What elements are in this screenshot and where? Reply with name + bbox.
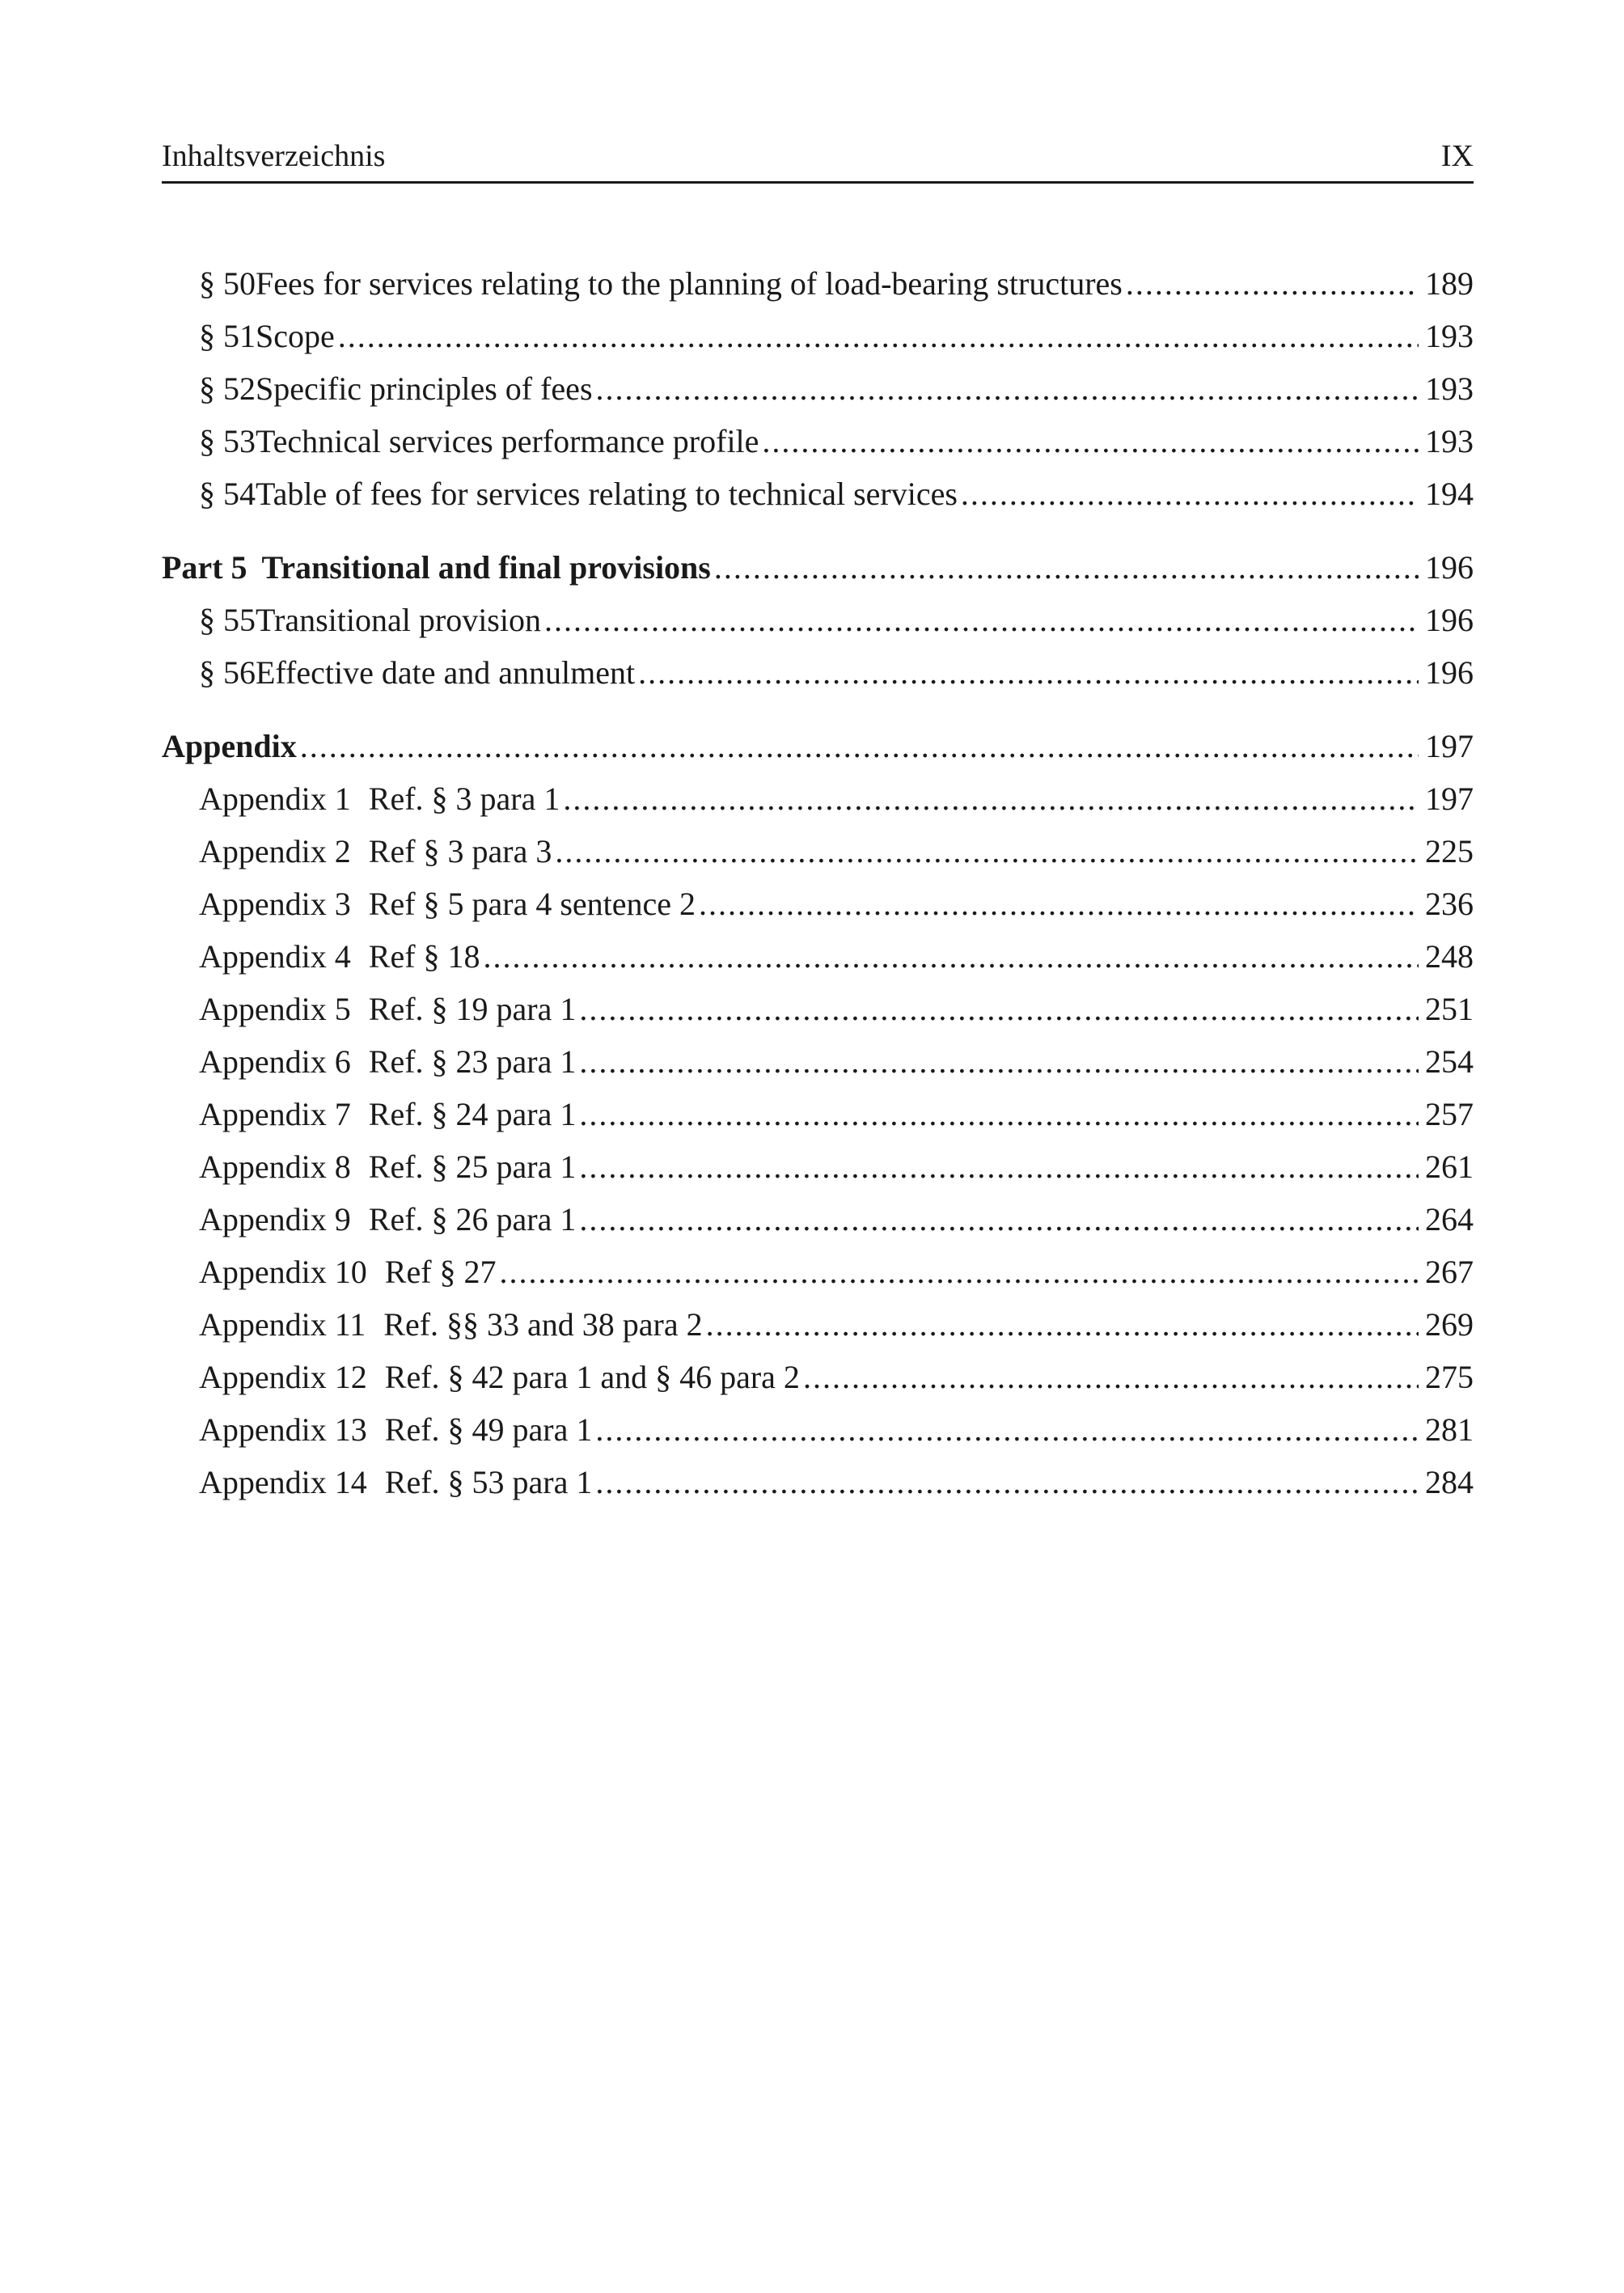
toc-entry-number: § 55 (199, 602, 256, 638)
toc-entry-number: § 54 (199, 476, 256, 512)
toc-entry-page: 197 (1425, 781, 1474, 817)
toc-entry-title: Ref § 27 (384, 1254, 497, 1290)
toc-entry-page: 193 (1425, 318, 1474, 354)
toc-entry-title: Ref § 18 (368, 938, 480, 975)
toc-dot-leader (961, 467, 1419, 520)
toc-entry-number: § 50 (199, 265, 256, 302)
toc-appendix-entry[interactable] (162, 1403, 1474, 1456)
toc-entry-title: Ref. § 53 para 1 (384, 1464, 593, 1500)
toc-entry-number: Appendix 4 (199, 938, 351, 975)
toc-dot-leader (579, 1193, 1419, 1246)
toc-entry-page: 251 (1425, 991, 1474, 1027)
toc-appendix-entry[interactable] (162, 825, 1474, 878)
toc-entry-page: 281 (1425, 1411, 1474, 1448)
toc-dot-leader (544, 594, 1419, 646)
toc-appendix-entry[interactable] (162, 1456, 1474, 1508)
toc-dot-leader (706, 1298, 1419, 1351)
toc-appendix-entry[interactable] (162, 1298, 1474, 1351)
toc-entry-title: Ref. § 26 para 1 (368, 1201, 577, 1237)
toc-entry-page: 225 (1425, 833, 1474, 869)
toc-appendix-entry[interactable] (162, 930, 1474, 983)
toc-dot-leader (563, 772, 1419, 825)
toc-entry-page: 261 (1425, 1149, 1474, 1185)
toc-entry-number: Appendix 7 (199, 1096, 351, 1132)
toc-entry-title: Effective date and annulment (256, 654, 636, 691)
toc-entry-title: Scope (256, 318, 335, 354)
toc-entry-number: Appendix 6 (199, 1043, 351, 1080)
toc-entry-page: 275 (1425, 1359, 1474, 1395)
toc-entry[interactable] (162, 594, 1474, 646)
toc-entry-page: 196 (1425, 602, 1474, 638)
toc-entry-page: 248 (1425, 938, 1474, 975)
toc-dot-leader (596, 362, 1419, 415)
toc-entry-title: Ref § 3 para 3 (368, 833, 552, 869)
toc-entry-title: Specific principles of fees (256, 370, 593, 407)
toc-appendix-entry[interactable] (162, 772, 1474, 825)
toc-entry-title: Ref. §§ 33 and 38 para 2 (383, 1306, 703, 1343)
toc-entry-number: § 51 (199, 318, 256, 354)
toc-entry-title: Ref. § 42 para 1 and § 46 para 2 (384, 1359, 800, 1395)
toc-entry-title: Ref. § 19 para 1 (368, 991, 577, 1027)
toc-dot-leader (300, 720, 1419, 772)
toc-appendix-entry[interactable] (162, 1193, 1474, 1246)
toc-entry-page: 264 (1425, 1201, 1474, 1237)
toc-dot-leader (638, 646, 1419, 699)
toc-entry-page: 189 (1425, 265, 1474, 302)
toc-entry[interactable] (162, 362, 1474, 415)
toc-entry[interactable] (162, 415, 1474, 467)
toc-entry-page: 196 (1425, 654, 1474, 691)
toc-appendix-entry[interactable] (162, 878, 1474, 930)
toc-appendix-entry[interactable] (162, 983, 1474, 1035)
toc-part-page: 196 (1425, 549, 1474, 586)
running-header (162, 136, 1474, 184)
toc-dot-leader (579, 1140, 1419, 1193)
header-page-number: IX (1440, 139, 1474, 173)
toc-dot-leader (714, 541, 1419, 594)
toc-appendix-entry[interactable] (162, 1035, 1474, 1088)
toc-entry-page: 193 (1425, 423, 1474, 459)
toc-entry-number: Appendix 13 (199, 1411, 367, 1448)
toc-entry-number: Appendix 12 (199, 1359, 367, 1395)
toc-part-title: Transitional and final provisions (261, 549, 711, 586)
toc-dot-leader (579, 1035, 1419, 1088)
toc-entry-title: Fees for services relating to the planning of load-bearing structures (256, 265, 1123, 302)
toc-entry-number: Appendix 3 (199, 886, 351, 922)
toc-dot-leader (484, 930, 1419, 983)
toc-appendix-entry[interactable] (162, 1246, 1474, 1298)
toc-entry-number: Appendix 10 (199, 1254, 367, 1290)
toc-entry-title: Transitional provision (256, 602, 541, 638)
toc-entry-number: § 52 (199, 370, 256, 407)
toc-dot-leader (595, 1403, 1419, 1456)
toc-appendix-entry[interactable] (162, 1088, 1474, 1140)
toc-entry-page: 236 (1425, 886, 1474, 922)
toc-entry-number: Appendix 11 (199, 1306, 366, 1343)
toc-dot-leader (579, 983, 1419, 1035)
toc-dot-leader (595, 1456, 1419, 1508)
toc-entry-number: § 53 (199, 423, 256, 459)
toc-entry[interactable] (162, 257, 1474, 310)
toc-entry-title: Ref. § 23 para 1 (368, 1043, 577, 1080)
toc-entry[interactable] (162, 467, 1474, 520)
toc-entry-page: 194 (1425, 476, 1474, 512)
toc-entry-number: Appendix 8 (199, 1149, 351, 1185)
toc-appendix-page: 197 (1425, 728, 1474, 764)
toc-entry[interactable] (162, 646, 1474, 699)
toc-entry-number: § 56 (199, 654, 256, 691)
toc-entry-number: Appendix 1 (199, 781, 351, 817)
toc-appendix-entry[interactable] (162, 1351, 1474, 1403)
toc-dot-leader (803, 1351, 1419, 1403)
toc-dot-leader (762, 415, 1419, 467)
toc-entry-number: Appendix 2 (199, 833, 351, 869)
toc-dot-leader (579, 1088, 1419, 1140)
toc-entry-number: Appendix 5 (199, 991, 351, 1027)
toc-entry-page: 254 (1425, 1043, 1474, 1080)
toc-appendix-heading[interactable] (162, 720, 1474, 772)
toc-entry-page: 257 (1425, 1096, 1474, 1132)
toc-entry-page: 193 (1425, 370, 1474, 407)
toc-entry-title: Ref. § 25 para 1 (368, 1149, 577, 1185)
toc-appendix-entry[interactable] (162, 1140, 1474, 1193)
toc-part-number: Part 5 (162, 549, 247, 586)
toc-entry-title: Ref. § 24 para 1 (368, 1096, 577, 1132)
toc-part-heading[interactable] (162, 541, 1474, 594)
toc-appendix-title: Appendix (162, 728, 297, 764)
toc-dot-leader (555, 825, 1419, 878)
toc-entry-page: 267 (1425, 1254, 1474, 1290)
toc-dot-leader (1126, 257, 1419, 310)
toc-entry-page: 284 (1425, 1464, 1474, 1500)
toc-entry-title: Ref. § 49 para 1 (384, 1411, 593, 1448)
toc-dot-leader (500, 1246, 1419, 1298)
toc-entry-number: Appendix 14 (199, 1464, 367, 1500)
toc-entry-title: Ref § 5 para 4 sentence 2 (368, 886, 696, 922)
toc-dot-leader (699, 878, 1419, 930)
toc-entry-number: Appendix 9 (199, 1201, 351, 1237)
toc-dot-leader (338, 310, 1419, 362)
toc-entry-title: Technical services performance profile (256, 423, 759, 459)
toc-entry-page: 269 (1425, 1306, 1474, 1343)
table-of-contents (162, 257, 1474, 1508)
toc-entry[interactable] (162, 310, 1474, 362)
toc-entry-title: Table of fees for services relating to technical services (256, 476, 958, 512)
toc-entry-title: Ref. § 3 para 1 (368, 781, 560, 817)
header-chapter-title: Inhaltsverzeichnis (162, 139, 386, 173)
